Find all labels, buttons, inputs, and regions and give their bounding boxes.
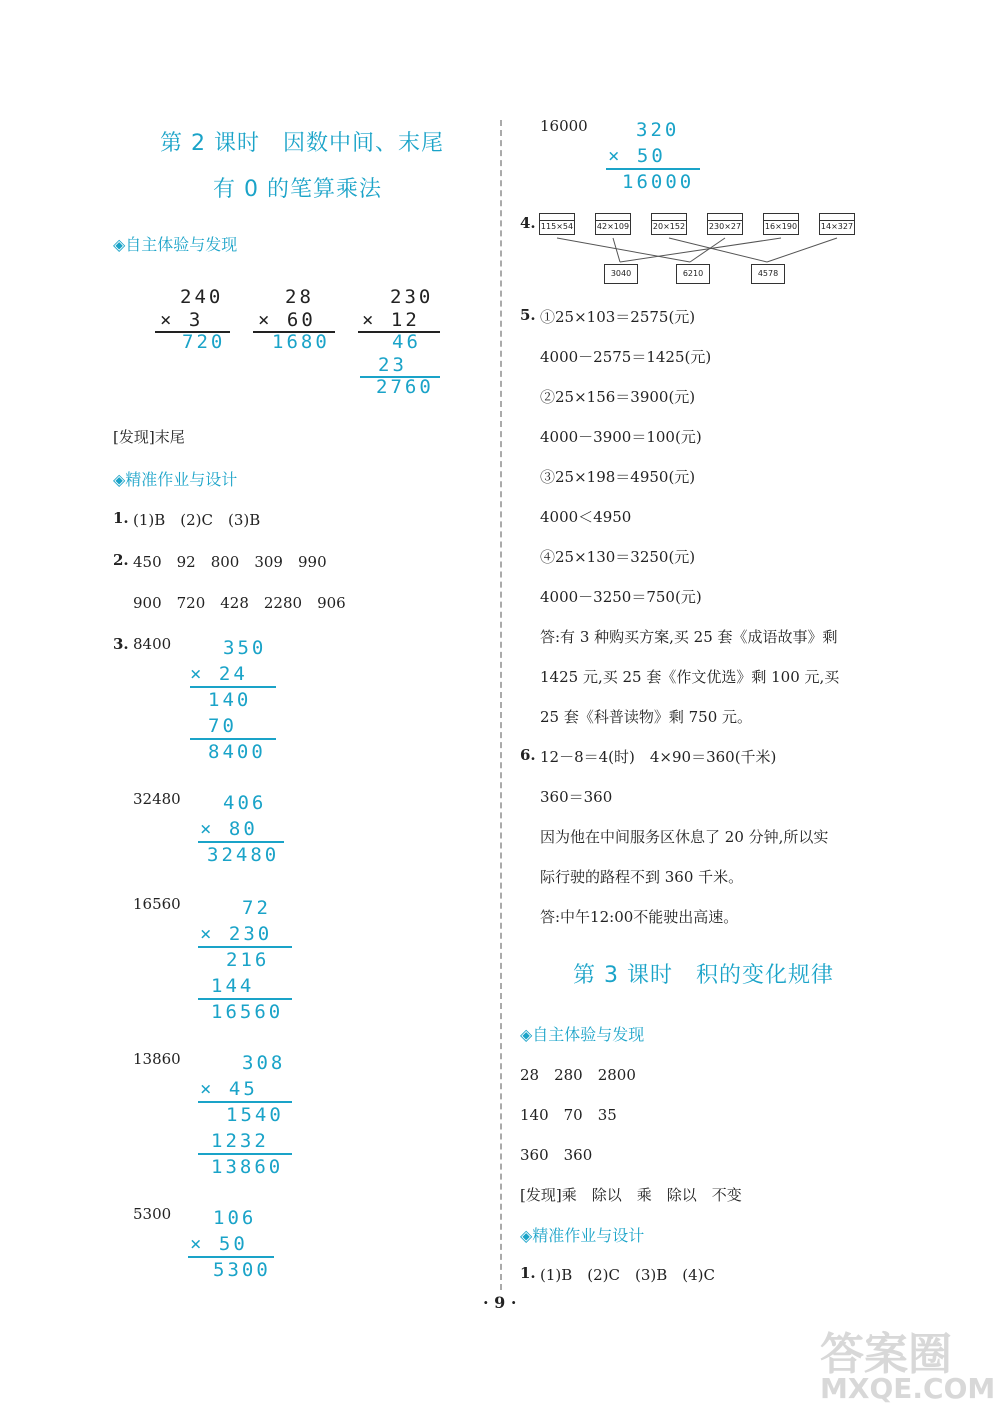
q5-line: 4000－3900＝100(元) <box>540 428 702 446</box>
q2-answer-line2: 900 720 428 2280 906 <box>133 594 346 612</box>
q5-answer-line: 25 套《科普读物》剩 750 元。 <box>540 708 753 726</box>
q4-result-6210: 6210 <box>676 264 710 284</box>
q4-result-4578: 4578 <box>751 264 785 284</box>
calc1-result: 720 <box>182 331 226 353</box>
calc2-multiplier: × 60 <box>258 309 316 331</box>
q2-number: 2. <box>113 551 129 569</box>
q5-number: 5. <box>520 306 536 324</box>
q4-box-3: 20×152 <box>651 213 687 235</box>
top-multiplier: × 50 <box>608 145 666 167</box>
q3a-answer: 8400 <box>133 635 172 653</box>
watermark-logo: 答案圈 <box>820 1329 952 1380</box>
top-answer: 16000 <box>540 117 588 135</box>
q3c-multiplicand: 72 <box>242 897 271 919</box>
lesson-title-line2: 有 0 的笔算乘法 <box>213 177 382 202</box>
q3b-multiplicand: 406 <box>223 792 267 814</box>
q3d-result: 13860 <box>211 1156 284 1178</box>
calc3-result: 2760 <box>376 376 434 398</box>
discovery-note-2: [发现]乘 除以 乘 除以 不变 <box>520 1186 742 1204</box>
section-heading-explore: ◈自主体验与发现 <box>113 235 238 254</box>
q3e-multiplier: × 50 <box>190 1233 248 1255</box>
q5-line: ③25×198＝4950(元) <box>540 468 696 486</box>
calc2-result: 1680 <box>272 331 330 353</box>
q3e-multiplicand: 106 <box>213 1207 257 1229</box>
q3a-line <box>190 686 276 688</box>
calc3-multiplicand: 230 <box>390 286 434 308</box>
q3a-result: 8400 <box>208 741 266 763</box>
q3c-answer: 16560 <box>133 895 181 913</box>
q5-line: ②25×156＝3900(元) <box>540 388 696 406</box>
watermark-url: MXQE.COM <box>820 1372 996 1405</box>
column-divider <box>500 120 502 1290</box>
q3d-partial1: 1540 <box>226 1104 284 1126</box>
q4-number: 4. <box>520 214 536 232</box>
q5-line: 4000－2575＝1425(元) <box>540 348 712 366</box>
q3c-line2 <box>198 998 292 1000</box>
calc3-multiplier: × 12 <box>362 309 420 331</box>
q3a-partial1: 140 <box>208 689 252 711</box>
q3-number: 3. <box>113 635 129 653</box>
q4-box-5: 16×190 <box>763 213 799 235</box>
q4-box-4: 230×27 <box>707 213 743 235</box>
q3d-multiplier: × 45 <box>200 1078 258 1100</box>
q1-number: 1. <box>113 509 129 527</box>
q3e-answer: 5300 <box>133 1205 172 1223</box>
explore-row2: 140 70 35 <box>520 1106 617 1124</box>
explore-row1: 28 280 2800 <box>520 1066 636 1084</box>
q3c-multiplier: × 230 <box>200 923 273 945</box>
calc1-multiplicand: 240 <box>180 286 224 308</box>
q3c-result: 16560 <box>211 1001 284 1023</box>
q3b-line <box>198 841 284 843</box>
q6-line: 际行驶的路程不到 360 千米。 <box>540 868 744 886</box>
q3d-answer: 13860 <box>133 1050 181 1068</box>
section-heading-homework: ◈精准作业与设计 <box>113 470 238 489</box>
q3d-partial2: 1232 <box>211 1130 269 1152</box>
calc3-partial1: 46 <box>392 331 421 353</box>
q4-box-2: 42×109 <box>595 213 631 235</box>
q4-box-1: 115×54 <box>539 213 575 235</box>
q5-line: 4000－3250＝750(元) <box>540 588 702 606</box>
top-result: 16000 <box>622 171 695 193</box>
q3a-multiplier: × 24 <box>190 663 248 685</box>
q6-line: 360＝360 <box>540 788 613 806</box>
page-number: · 9 · <box>483 1293 517 1312</box>
q2-answer-line1: 450 92 800 309 990 <box>133 553 327 571</box>
section-heading-explore-2: ◈自主体验与发现 <box>520 1025 645 1044</box>
calc1-multiplier: × 3 <box>160 309 204 331</box>
top-multiplicand: 320 <box>636 119 680 141</box>
q6-line: 12－8＝4(时) 4×90＝360(千米) <box>540 748 777 766</box>
q3e-result: 5300 <box>213 1259 271 1281</box>
calc2-multiplicand: 28 <box>285 286 314 308</box>
lesson3-title: 第 3 课时 积的变化规律 <box>573 963 834 988</box>
lesson-title-line1: 第 2 课时 因数中间、末尾 <box>160 131 444 156</box>
q6-answer-line: 答:中午12:00不能驶出高速。 <box>540 908 739 926</box>
q3b-result: 32480 <box>207 844 280 866</box>
q3a-partial2: 70 <box>208 715 237 737</box>
calc3-partial2: 23 <box>378 354 407 376</box>
q5-answer-line: 1425 元,买 25 套《作文优选》剩 100 元,买 <box>540 668 840 686</box>
explore-row3: 360 360 <box>520 1146 593 1164</box>
q1b-answer: (1)B (2)C (3)B (4)C <box>540 1266 715 1284</box>
q3b-multiplier: × 80 <box>200 818 258 840</box>
q3c-partial1: 216 <box>226 949 270 971</box>
q1b-number: 1. <box>520 1264 536 1282</box>
q5-line: ④25×130＝3250(元) <box>540 548 696 566</box>
discovery-note: [发现]末尾 <box>113 428 185 446</box>
q3b-answer: 32480 <box>133 790 181 808</box>
q5-line: 4000＜4950 <box>540 508 632 526</box>
q3c-line <box>198 946 292 948</box>
q1-answer: (1)B (2)C (3)B <box>133 511 261 529</box>
q3d-line2 <box>198 1153 292 1155</box>
q3d-line <box>198 1101 292 1103</box>
q3a-multiplicand: 350 <box>223 637 267 659</box>
section-heading-homework-2: ◈精准作业与设计 <box>520 1226 645 1245</box>
q4-box-6: 14×327 <box>819 213 855 235</box>
q3c-partial2: 144 <box>211 975 255 997</box>
q5-line: ①25×103＝2575(元) <box>540 308 696 326</box>
q3a-line2 <box>190 738 276 740</box>
q4-result-3040: 3040 <box>604 264 638 284</box>
q3d-multiplicand: 308 <box>242 1052 286 1074</box>
q6-line: 因为他在中间服务区休息了 20 分钟,所以实 <box>540 828 829 846</box>
top-line <box>606 168 700 170</box>
q3e-line <box>188 1256 274 1258</box>
q6-number: 6. <box>520 746 536 764</box>
q5-answer-line: 答:有 3 种购买方案,买 25 套《成语故事》剩 <box>540 628 838 646</box>
